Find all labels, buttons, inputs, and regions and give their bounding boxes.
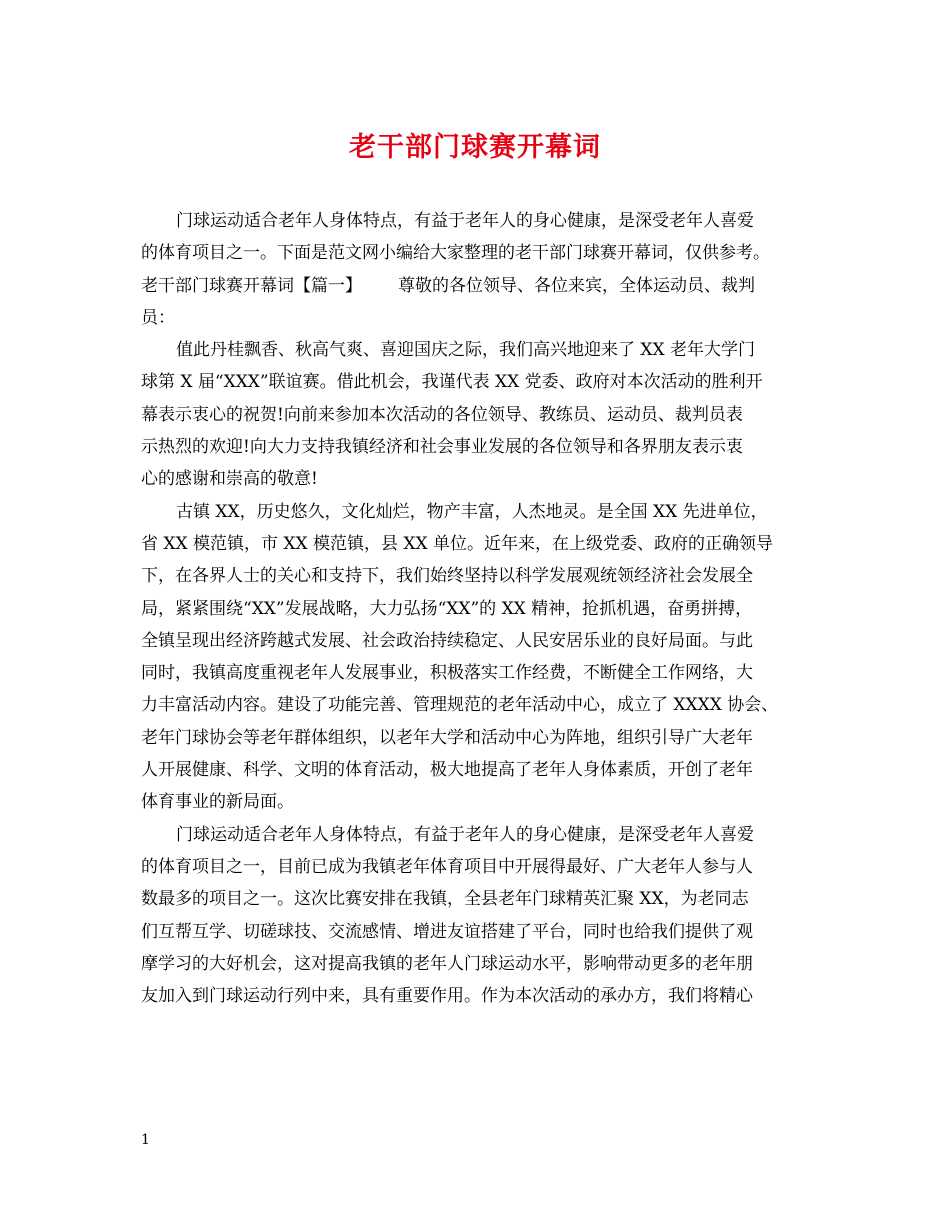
text-line: 友加入到门球运动行列中来，具有重要作用。作为本次活动的承办方，我们将精心 — [141, 986, 753, 1007]
document-title: 老干部门球赛开幕词 — [349, 132, 601, 163]
text-line: 体育事业的新局面。 — [141, 792, 294, 813]
text-line: 的体育项目之一。下面是范文网小编给大家整理的老干部门球赛开幕词，仅供参考。 — [141, 243, 770, 264]
text-line: 心的感谢和崇高的敬意! — [141, 469, 318, 490]
text-line: 省 XX 模范镇，市 XX 模范镇，县 XX 单位。近年来，在上级党委、政府的正确领导 — [141, 533, 774, 554]
text-line: 们互帮互学、切磋球技、交流感情、增进友谊搭建了平台，同时也给我们提供了观 — [141, 921, 753, 942]
text-line: 古镇 XX，历史悠久，文化灿烂，物产丰富，人杰地灵。是全国 XX 先进单位， — [176, 501, 768, 522]
text-line: 门球运动适合老年人身体特点，有益于老年人的身心健康，是深受老年人喜爱 — [176, 211, 754, 231]
text-line: 力丰富活动内容。建设了功能完善、管理规范的老年活动中心，成立了 XXXX 协会、 — [141, 695, 779, 716]
text-line: 人开展健康、科学、文明的体育活动，极大地提高了老年人身体素质，开创了老年 — [141, 760, 753, 781]
page-number: 1 — [141, 1132, 150, 1148]
text-line: 摩学习的大好机会，这对提高我镇的老年人门球运动水平，影响带动更多的老年朋 — [141, 953, 753, 974]
text-line: 局，紧紧围绕“XX”发展战略，大力弘扬“XX”的 XX 精神，抢抓机遇，奋勇拼搏， — [141, 598, 753, 619]
text-line: 示热烈的欢迎!向大力支持我镇经济和社会事业发展的各位领导和各界朋友表示衷 — [141, 437, 743, 458]
text-line: 的体育项目之一，目前已成为我镇老年体育项目中开展得最好、广大老年人参与人 — [141, 856, 753, 877]
text-line: 员： — [141, 307, 175, 328]
text-line: 球第 X 届“XXX”联谊赛。借此机会，我谨代表 XX 党委、政府对本次活动的胜利开 — [141, 372, 763, 393]
text-line: 数最多的项目之一。这次比赛安排在我镇，全县老年门球精英汇聚 XX，为老同志 — [141, 889, 749, 910]
section-heading: 老干部门球赛开幕词【篇一】 — [141, 275, 362, 296]
text-line: 同时，我镇高度重视老年人发展事业，积极落实工作经费，不断健全工作网络，大 — [141, 663, 753, 684]
text-line: 全镇呈现出经济跨越式发展、社会政治持续稳定、人民安居乐业的良好局面。与此 — [141, 630, 753, 651]
text-line: 门球运动适合老年人身体特点，有益于老年人的身心健康，是深受老年人喜爱 — [176, 824, 754, 845]
text-line: 下，在各界人士的关心和支持下，我们始终坚持以科学发展观统领经济社会发展全 — [141, 566, 753, 587]
text-line: 幕表示衷心的祝贺!向前来参加本次活动的各位领导、教练员、运动员、裁判员表 — [141, 404, 743, 425]
text-line: 老年门球协会等老年群体组织，以老年大学和活动中心为阵地，组织引导广大老年 — [141, 727, 753, 748]
text-line-with-heading — [141, 270, 829, 302]
text-line: 值此丹桂飘香、秋高气爽、喜迎国庆之际，我们高兴地迎来了 XX 老年大学门 — [176, 340, 756, 361]
salutation: 尊敬的各位领导、各位来宾，全体运动员、裁判 — [398, 275, 755, 296]
document-body — [141, 205, 829, 1012]
